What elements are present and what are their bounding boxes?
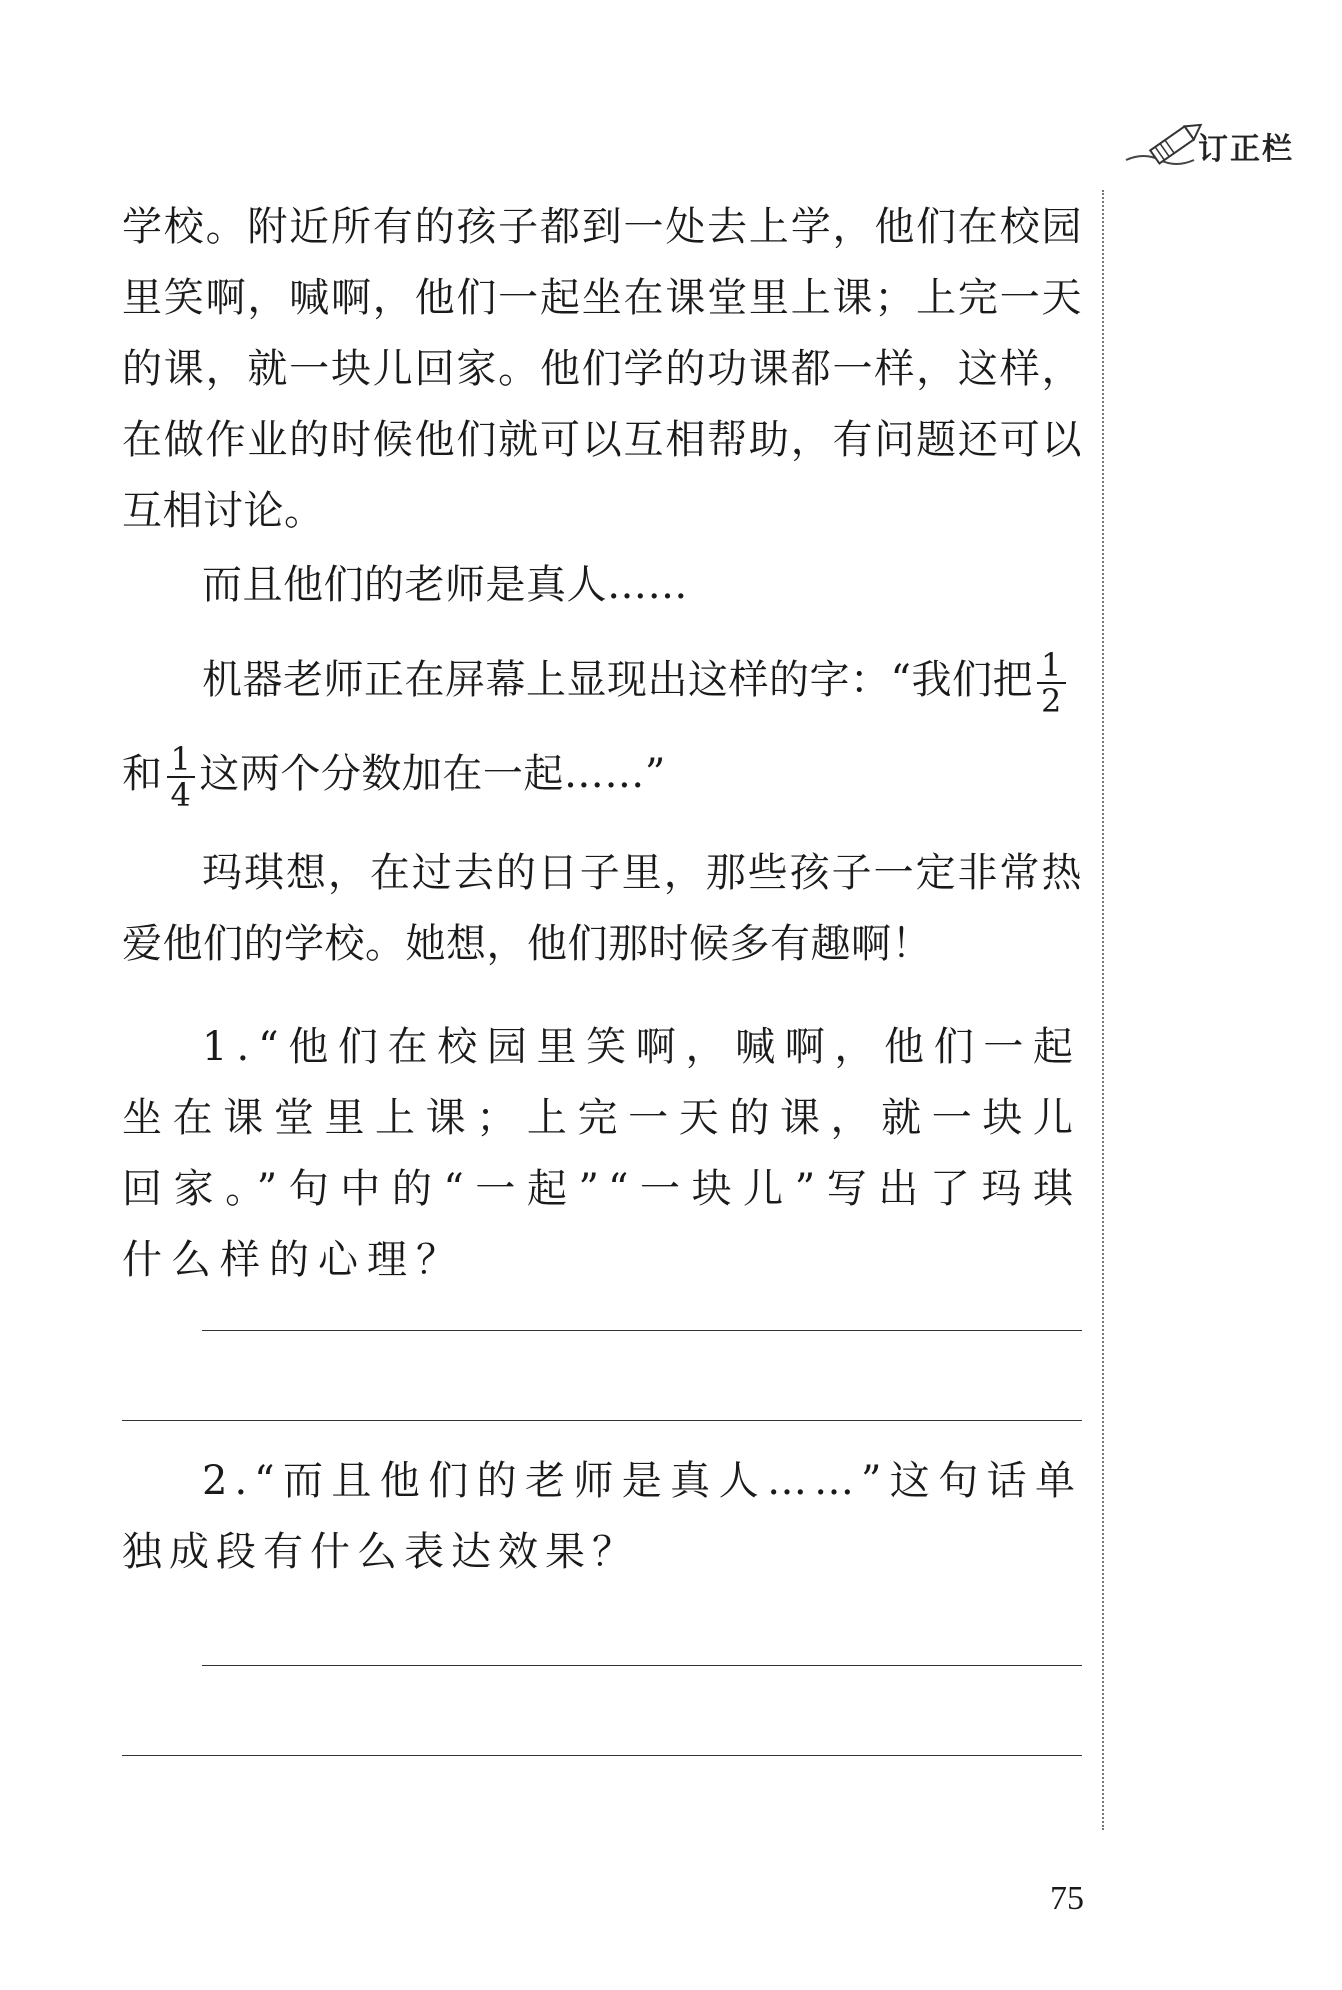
fraction-one-half (1037, 648, 1066, 718)
answer-line-q1-1[interactable] (202, 1330, 1082, 1331)
answer-line-q2-1[interactable] (202, 1665, 1082, 1666)
passage-paragraph-2: 而且他们的老师是真人…… (202, 562, 688, 608)
passage-paragraph-3-ending: 这两个分数加在一起……” (199, 751, 666, 797)
passage-paragraph-3 (202, 640, 1102, 720)
question-1: 1.“他们在校园里笑啊，喊啊，他们一起坐在课堂里上课；上完一天的课，就一块儿回家。”句中的“一起”“一块儿”写出了玛琪什么样的心理？ (122, 1024, 1082, 1283)
passage-paragraph-1: 学校。附近所有的孩子都到一处去上学，他们在校园里笑啊，喊啊，他们一起坐在课堂里上课；上完一天的课，就一块儿回家。他们学的功课都一样，这样，在做作业的时候他们就可以互相帮助，有问题还可以互相讨论。 (122, 204, 1082, 534)
correction-column-label: 订正栏 (1198, 132, 1294, 167)
fraction-denominator: 4 (170, 776, 192, 814)
answer-line-q2-2[interactable] (122, 1755, 1082, 1756)
question-2: 2.“而且他们的老师是真人……”这句话单独成段有什么表达效果？ (122, 1458, 1082, 1575)
fraction-numerator: 1 (1037, 648, 1066, 684)
passage-and-text: 和 (122, 751, 163, 797)
fraction-denominator: 2 (1040, 682, 1062, 720)
fraction-numerator: 1 (167, 742, 196, 778)
passage-paragraph-3-continued (122, 734, 1082, 814)
answer-line-q1-2[interactable] (122, 1420, 1082, 1421)
correction-column-header (1110, 110, 1330, 180)
passage-paragraph-3-text: 机器老师正在屏幕上显现出这样的字：“我们把 (202, 657, 1033, 703)
passage-paragraph-4: 玛琪想，在过去的日子里，那些孩子一定非常热爱他们的学校。她想，他们那时候多有趣啊！ (122, 850, 1082, 967)
correction-column-divider (1102, 190, 1104, 1830)
page-number: 75 (1050, 1880, 1084, 1917)
fraction-one-quarter (167, 742, 196, 812)
